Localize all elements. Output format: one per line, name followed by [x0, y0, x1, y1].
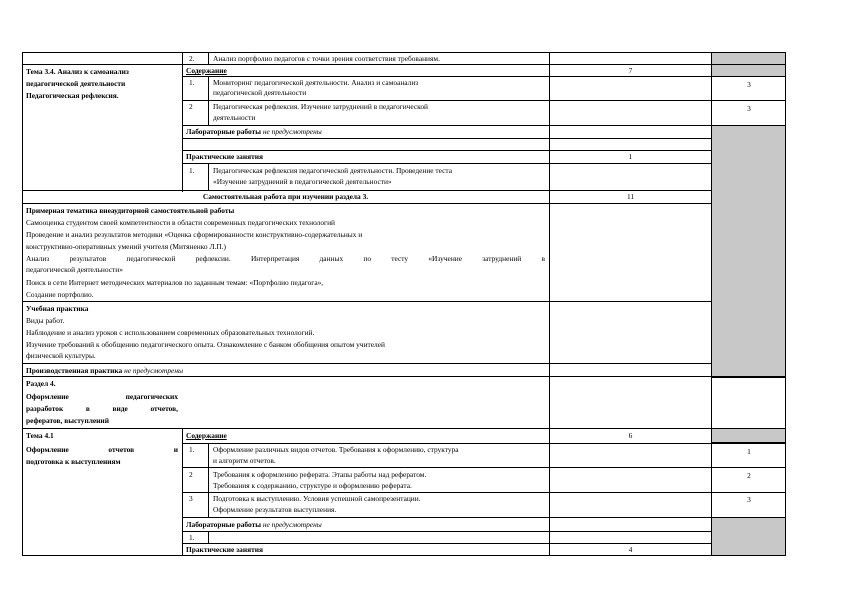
topic-title: Тема 3.4. Анализ к самоанализ: [26, 67, 129, 76]
practice-hours: 1: [628, 152, 633, 161]
level-value: 3: [747, 80, 751, 89]
row-line: [182, 467, 786, 468]
item-text: деятельности: [213, 113, 256, 122]
divider: [208, 443, 209, 517]
item-text: Мониторинг педагогической деятельности. Анализ и самоанализ: [213, 78, 419, 87]
content-label: Содержание: [186, 66, 227, 75]
extra-work-line: Самооценка студентом своей компетентности в области современных педагогических технологий: [26, 218, 335, 227]
practice-hours: 4: [628, 545, 633, 554]
item-number: 3: [189, 494, 193, 503]
section-subtitle: рефератов, выступлений: [26, 416, 109, 425]
lab-label: Лабораторные работы: [186, 127, 262, 136]
lab-note: не предусмотрены: [262, 520, 322, 529]
row-line: [22, 428, 786, 429]
prod-practice-note: не предусмотрены: [124, 366, 183, 375]
extra-work-line: Проведение и анализ результатов методики «Оценка сформированности конструктивно-содержательных и: [26, 230, 363, 239]
divider: [182, 52, 183, 192]
item-number: 1.: [189, 166, 195, 175]
edu-practice-title: Учебная практика: [26, 304, 89, 313]
row-line: [22, 363, 711, 364]
row-line: [182, 150, 711, 151]
topic-title: Педагогическая рефлексия.: [26, 91, 119, 100]
level-value: 1: [747, 447, 751, 456]
self-work-hours: 11: [626, 192, 635, 201]
row-line: [182, 163, 711, 164]
extra-work-line: педагогической деятельности»: [26, 265, 123, 274]
practice-label: Практические занятия: [186, 152, 263, 161]
lab-number: 1.: [189, 533, 195, 542]
divider: [208, 163, 209, 190]
divider: [711, 52, 712, 556]
item-text: Подготовка к выступлению. Условия успешной самопрезентации.: [213, 494, 421, 503]
item-text: Оформление различных видов отчетов. Требования к оформлению, структура: [213, 445, 459, 454]
row-line: [182, 125, 786, 126]
row-line: [182, 76, 786, 77]
row-line: [22, 376, 786, 377]
item-number: 2: [189, 470, 193, 479]
prod-practice-row: [26, 366, 183, 375]
level-value: 2: [747, 471, 751, 480]
lab-row: [186, 520, 322, 529]
level-value: 3: [747, 495, 751, 504]
item-text: «Изучение затруднений в педагогической деятельности»: [213, 177, 392, 186]
extra-work-line: Анализ результатов педагогической рефлексии. Интерпретация данных по тесту «Изучение затруднений в: [26, 254, 545, 263]
content-label: Содержание: [186, 431, 227, 440]
item-number: 2: [189, 102, 193, 111]
lab-label: Лабораторные работы: [186, 520, 262, 529]
item-text: педагогической деятельности: [213, 88, 307, 97]
self-work-label: Самостоятельная работа при изучении раздела 3.: [202, 192, 369, 201]
edu-practice-subtitle: Виды работ.: [26, 316, 65, 325]
item-number: 1.: [189, 78, 195, 87]
edu-practice-line: Изучение требований к обобщению педагогического опыта. Ознакомление с банком обобщения опытом учителей: [26, 340, 385, 349]
section-title: Раздел 4.: [26, 379, 56, 388]
edu-practice-line: физической культуры.: [26, 351, 96, 360]
row-line: [22, 301, 711, 302]
item-text: Требования к оформлению реферата. Этапы работы над рефератом.: [213, 470, 427, 479]
level-value: 3: [747, 104, 751, 113]
row-line: [182, 517, 786, 518]
row-line: [22, 64, 786, 65]
lab-note: не предусмотрены: [262, 127, 322, 136]
row-line: [182, 531, 711, 532]
item-text: Педагогическая рефлексия. Изучение затруднений в педагогической: [213, 102, 429, 111]
row-line: [182, 138, 711, 139]
item-number: 1.: [189, 445, 195, 454]
content-hours: 7: [628, 66, 633, 75]
extra-work-line: конструктивно-оперативных умений учителя (Митяненко Л.П.): [26, 242, 226, 251]
row-line: [22, 203, 711, 204]
extra-work-line: Поиск в сети Интернет методических материалов по заданным темам: «Портфолио педагога»,: [26, 278, 324, 287]
edu-practice-line: Наблюдение и анализ уроков с использованием современных образовательных технологий.: [26, 328, 315, 337]
row-line: [22, 190, 711, 191]
prod-practice-label: Производственная практика: [26, 366, 123, 375]
item-text: и алгоритм отчетов.: [213, 456, 276, 465]
topic-subtitle: подготовка к выступлениям: [26, 457, 121, 466]
item-text: Требования к содержанию, структуре и оформлению реферата.: [213, 481, 412, 490]
topic-subtitle: Оформление отчетов и: [26, 445, 178, 454]
divider: [549, 52, 550, 556]
row-line: [182, 443, 786, 444]
divider: [208, 531, 209, 543]
row-line: [182, 492, 786, 493]
extra-work-title: Примерная тематика внеаудиторной самостоятельной работы: [26, 206, 235, 215]
topic-title: Тема 4.1: [26, 431, 54, 440]
row-line: [182, 100, 786, 101]
section-subtitle: разработок в виде отчетов,: [26, 404, 178, 413]
item-text: Педагогическая рефлексия педагогической деятельности. Проведение теста: [213, 166, 452, 175]
practice-label: Практические занятия: [186, 545, 263, 554]
topic-title: педагогической деятельности: [26, 79, 126, 88]
lab-row: [186, 127, 322, 136]
item-text: Оформление результатов выступления.: [213, 505, 337, 514]
section-subtitle: Оформление педагогических: [26, 392, 178, 401]
row-line: [182, 543, 711, 544]
content-hours: 6: [628, 431, 633, 440]
extra-work-line: Создание портфолио.: [26, 290, 94, 299]
divider: [208, 52, 209, 64]
row-number: 2.: [189, 54, 195, 63]
row-text: Анализ портфолио педагогов с точки зрения соответствия требованиям.: [213, 54, 440, 63]
